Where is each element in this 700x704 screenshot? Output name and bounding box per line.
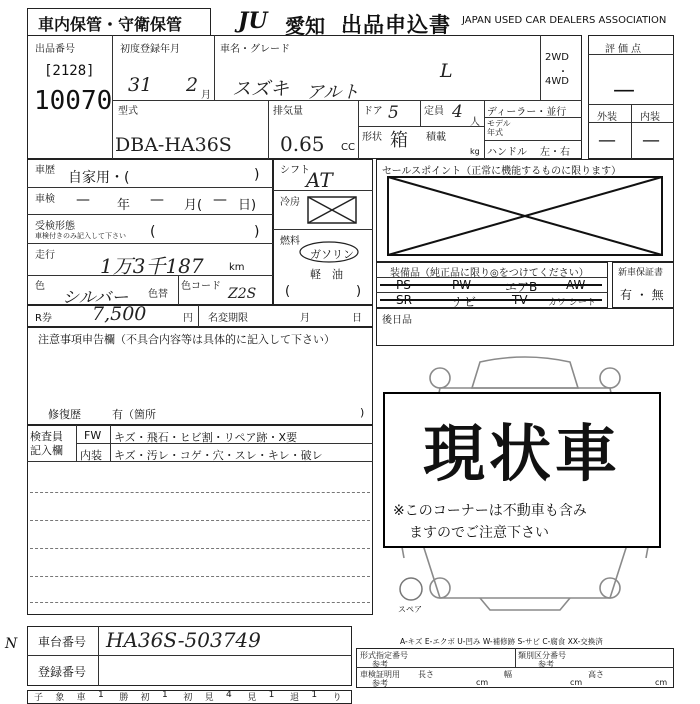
lot-number: 10070 — [34, 86, 113, 116]
inspection-day-value: — — [213, 192, 227, 208]
category-label: 類別区分番号 — [518, 651, 566, 660]
rear-items-block — [376, 308, 674, 346]
displacement-label: 排気量 — [273, 106, 303, 117]
color-change-label: 色替 — [148, 289, 168, 300]
spare-tire-icon — [398, 576, 424, 602]
fuel-label: 燃料 — [280, 236, 300, 247]
warranty-label: 新車保証書 — [618, 268, 664, 278]
inspection-label: 車検 — [35, 194, 55, 205]
inspector-label: 検査員 記入欄 — [30, 430, 63, 457]
bottom-strip-cell: 見 — [204, 693, 214, 703]
width-label: 幅 — [504, 670, 512, 679]
bottom-strip-cell: 1 — [98, 690, 104, 700]
loadcap-label: 積載 — [426, 132, 446, 143]
interior-label: 内装 — [640, 112, 660, 123]
acceptance-close: ) — [254, 224, 260, 240]
mileage-value: 1万3千187 — [100, 254, 204, 278]
bottom-strip-cell: 1 — [162, 690, 168, 700]
recycle-value: 7,500 — [92, 303, 147, 325]
bottom-strip-cell: 象 — [55, 693, 65, 703]
height-unit: cm — [655, 678, 668, 687]
warranty-value: 有 ・ 無 — [620, 288, 664, 302]
interior-value: — — [642, 130, 660, 151]
color-value: シルバー — [62, 288, 129, 308]
recycle-label: R券 — [35, 313, 52, 324]
bottom-strip-cell: 1 — [268, 690, 275, 700]
shape-value: 箱 — [390, 130, 408, 151]
bottom-strip-cell: 車 — [76, 693, 86, 703]
color-code-label: 色コード — [181, 281, 221, 292]
deadline-month: 月 — [300, 313, 310, 324]
as-is-title: 現状車 — [422, 417, 621, 490]
bottom-strip-cells — [30, 690, 350, 703]
lot-sub-number: [2128] — [44, 63, 95, 79]
registration-month: 2 — [186, 74, 199, 96]
shape-label: 形状 — [362, 132, 382, 143]
equip-strike-2 — [380, 299, 602, 301]
drive-2wd: 2WD — [545, 52, 569, 63]
form-title: 出品申込書 — [341, 13, 451, 37]
chassis-value: HA36S-503749 — [106, 628, 261, 652]
equip-strike-1 — [380, 284, 602, 286]
width-unit: cm — [570, 678, 583, 687]
as-is-stamp — [383, 392, 661, 548]
bottom-strip-cell: 初 — [140, 693, 150, 703]
repair-close: ) — [360, 406, 365, 419]
history-label: 車歴 — [35, 165, 55, 176]
exterior-label: 外装 — [597, 112, 617, 123]
designated-label: 形式指定番号 — [360, 651, 408, 660]
carname-label: 車名・グレード — [220, 44, 290, 55]
length-unit: cm — [476, 678, 489, 687]
inspection-day-unit: 日) — [238, 198, 257, 213]
cert-label: 車検証明用 — [360, 670, 400, 679]
loadcap-unit: kg — [470, 147, 480, 156]
repair-label: 修復歴 — [48, 408, 81, 421]
type-label: 型式 — [118, 106, 138, 117]
category-ref: 参考 — [538, 660, 554, 669]
rear-items-label: 後日品 — [382, 315, 412, 326]
fuel-close: ) — [356, 284, 362, 299]
margin-mark: N — [5, 636, 18, 652]
history-value: 自家用・( — [68, 170, 130, 186]
equip-aw: AW — [566, 278, 586, 292]
bottom-strip-cell: 子 — [34, 693, 44, 703]
notes-label: 注意事項申告欄（不具合内容等は具体的に記入して下さい） — [38, 333, 335, 346]
bottom-strip-cell: 初 — [183, 693, 193, 703]
designated-ref: 参考 — [372, 660, 388, 669]
cert-ref: 参考 — [372, 679, 388, 688]
fuel-diesel: 軽 油 — [310, 268, 343, 281]
bottom-strip-cell: 見 — [247, 693, 257, 703]
bottom-strip-cell: 1 — [311, 690, 318, 700]
damage-legend: A-キズ E-エクボ U-凹み W-補修跡 S-サビ C-腐食 XX-交換済 — [400, 637, 603, 646]
equip-airbag: エアB — [505, 280, 538, 294]
storage-title-box — [27, 8, 211, 36]
lot-label: 出品番号 — [35, 44, 75, 55]
spare-label: スペア — [398, 605, 422, 614]
history-close: ) — [254, 167, 260, 183]
car-maker: スズキ — [232, 78, 290, 100]
as-is-note-line1: ※このコーナーは不動車も含み — [393, 503, 587, 519]
registration-year: 31 — [128, 74, 153, 96]
displacement-unit: CC — [341, 142, 355, 153]
as-is-note — [393, 500, 587, 544]
drive-4wd: 4WD — [545, 76, 569, 87]
displacement-value: 0.65 — [280, 132, 325, 156]
height-label: 高さ — [588, 670, 604, 679]
int-text: キズ・汚レ・コゲ・穴・スレ・キレ・破レ — [114, 449, 323, 462]
inspection-month-unit: 月( — [184, 198, 203, 213]
fuel-circle-mark — [298, 240, 360, 264]
chassis-label: 車台番号 — [38, 635, 87, 649]
selling-points-crossed — [387, 176, 663, 256]
color-code-value: Z2S — [228, 286, 257, 302]
logo-region: 愛知 — [285, 14, 325, 38]
length-label: 長さ — [418, 670, 434, 679]
logo-mark: JU — [238, 8, 268, 34]
equipment-label: 装備品（純正品に限り◎をつけてください） — [390, 268, 589, 279]
acceptance-label: 受検形態 — [35, 221, 75, 232]
repair-value: 有（箇所 — [112, 408, 156, 421]
auction-sheet: 車内保管・守衛保管 JU 愛知 出品申込書 JAPAN USED CAR DEALERS ASSOCIATION 出品番号 [2128] 10070 初度登録年月 31 2 月 車名・グレード スズキ アルト L 2WD ・ 4WD 型式 DBA-HA36S 排気量 0.65 CC ドア 5 定員 4 人 形状 箱 積載 kg ディーラー・並行 モデル 年式 ハンドル 左・右 評価点 — 外装 内装 — — 車歴 自家用・( ) 車検 — 年 — 月( — 日) 受検形態 車検付きのみ記入して下さい ( ) 走行 1万3千187 km 色 シルバー 色替 色コード Z2S シフト AT 冷房 燃料 ガソリン 軽 油 ( ) セールスポイント（正常に機能するものに限ります） 装備品（純正品に限り◎をつけてください） PS PW エアB AW SR ナビ TV カワ シート 新車保証書 有 ・ 無 R券 7,500 円 名変期限 月 日 後日品 注意事項申告欄（不具合内容等は具体的に記入して下さい） 修復歴 有（箇所 ) 検査員 記入欄 FW キズ・飛石・ヒビ割・リペア跡・X要 内装 キズ・汚レ・コゲ・穴・スレ・キレ・破レ スペア 現状車 ※このコーナーは不動車も含み ますのでご注意下さい N 車台番号 HA36S-503749 登録番号 A-キズ E-エクボ U-凹み W-補修跡 S-サビ C-腐食 XX-交換済 形式指定番号 参考 類別区分番号 参考 車検証明用 参考 長さ cm 幅 cm 高さ cm 子 象 車 1 勝 初 1 初 見 4 見 1 退 1 り — [0, 0, 700, 700]
equip-navi: ナビ — [452, 295, 477, 309]
capacity-value: 4 — [452, 102, 463, 122]
equip-pw: PW — [452, 278, 472, 292]
registration-label: 初度登録年月 — [120, 44, 180, 55]
selling-points-label: セールスポイント（正常に機能するものに限ります） — [382, 166, 622, 177]
deadline-label: 名変期限 — [208, 313, 248, 324]
equip-tv: TV — [512, 293, 528, 307]
fuel-gasoline: ガソリン — [310, 248, 354, 261]
model-year-label: モデル 年式 — [487, 119, 511, 137]
mileage-unit: km — [229, 262, 245, 273]
equip-ps: PS — [396, 278, 411, 292]
shift-value: AT — [306, 168, 333, 192]
acceptance-note: 車検付きのみ記入して下さい — [35, 232, 126, 240]
fuel-open: ( — [285, 284, 291, 299]
deadline-day: 日 — [352, 313, 362, 324]
type-value: DBA-HA36S — [115, 134, 232, 156]
ac-crossed-box — [307, 196, 357, 224]
int-label: 内装 — [80, 449, 102, 462]
mileage-label: 走行 — [35, 250, 55, 261]
registration-month-unit: 月 — [201, 90, 211, 101]
doors-value: 5 — [388, 103, 399, 123]
dealer-label: ディーラー・並行 — [487, 107, 567, 118]
shift-label: シフト — [280, 165, 310, 176]
fw-label: FW — [84, 429, 102, 442]
car-grade: L — [440, 60, 453, 82]
rating-label: 評価点 — [605, 44, 644, 55]
bottom-strip-cell: 4 — [226, 690, 232, 700]
car-model: アルト — [306, 82, 360, 103]
ac-label: 冷房 — [280, 197, 300, 208]
color-label: 色 — [35, 281, 45, 292]
bottom-strip-cell: り — [332, 693, 342, 703]
acceptance-open: ( — [150, 224, 156, 240]
as-is-note-line2: ますのでご注意下さい — [409, 525, 549, 541]
rating-value: — — [613, 78, 635, 103]
steering-label: ハンドル — [487, 147, 527, 158]
recycle-unit: 円 — [183, 313, 193, 324]
inspection-year-value: — — [76, 192, 90, 208]
bottom-strip-cell: 勝 — [119, 693, 129, 703]
inspection-month-value: — — [150, 192, 164, 208]
steering-options: 左・右 — [540, 147, 570, 158]
capacity-label: 定員 — [424, 106, 444, 117]
equip-leather: カワ シート — [548, 298, 596, 308]
bottom-strip-cell: 退 — [290, 693, 300, 703]
reg-no-label: 登録番号 — [38, 665, 87, 679]
exterior-value: — — [598, 130, 616, 151]
storage-title: 車内保管・守衛保管 — [38, 15, 183, 34]
doors-label: ドア — [363, 106, 383, 117]
recycle-block — [27, 305, 373, 327]
capacity-unit: 人 — [470, 117, 480, 128]
association-name: JAPAN USED CAR DEALERS ASSOCIATION — [462, 15, 667, 26]
fw-text: キズ・飛石・ヒビ割・リペア跡・X要 — [114, 431, 298, 444]
inspection-year-unit: 年 — [117, 198, 131, 213]
equip-sr: SR — [396, 293, 412, 307]
